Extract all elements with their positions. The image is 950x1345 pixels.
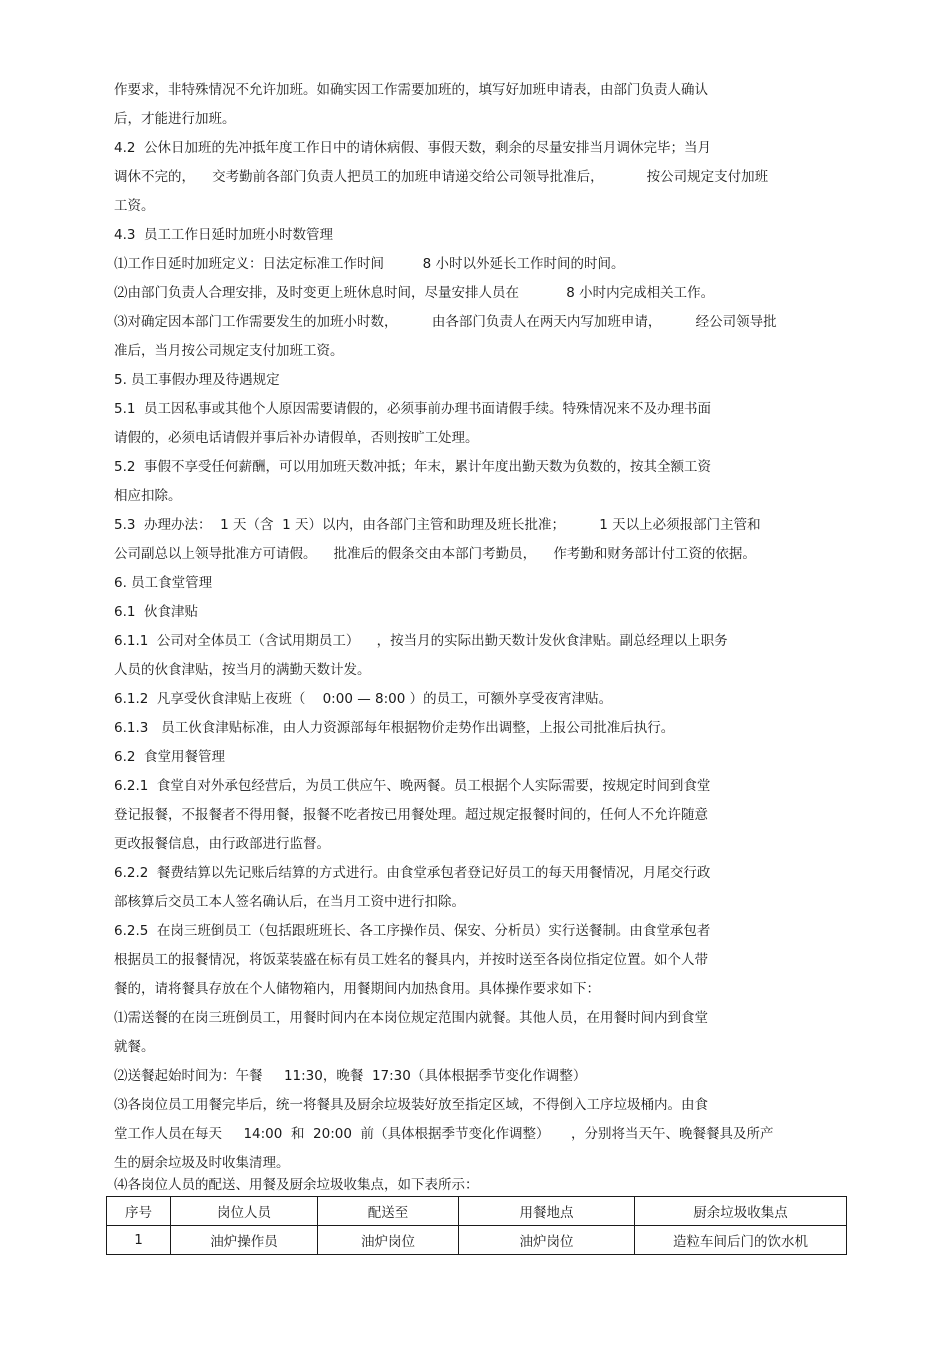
text-line: ⑶对确定因本部门工作需要发生的加班小时数， 由各部门负责人在两天内写加班申请， 经公司领导批 [114,314,777,330]
section-heading: 4.3 员工工作日延时加班小时数管理 [114,227,334,243]
text-line: 6.2.5 在岗三班倒员工（包括跟班班长、各工序操作员、保安、分析员）实行送餐制。由食堂承包者 [114,923,711,939]
section-heading: 6.2 食堂用餐管理 [114,749,226,765]
text-line: 更改报餐信息，由行政部进行监督。 [114,836,330,852]
text-line: 就餐。 [114,1039,155,1055]
text-line: 6.2.2 餐费结算以先记账后结算的方式进行。由食堂承包者登记好员工的每天用餐情况，月尾交行政 [114,865,711,881]
table-cell: 造粒车间后门的饮水机 [635,1226,847,1255]
text-line: 公司副总以上领导批准方可请假。 批准后的假条交由本部门考勤员， 作考勤和财务部计付工资的依据。 [114,546,756,562]
table-header-row [107,1197,847,1226]
text-line: 5.2 事假不享受任何薪酬，可以用加班天数冲抵；年末，累计年度出勤天数为负数的，按其全额工资 [114,459,712,475]
text-line: 6.1.3 员工伙食津贴标准，由人力资源部每年根据物价走势作出调整，上报公司批准后执行。 [114,720,675,736]
text-line: 堂工作人员在每天 14:00 和 20:00 前（具体根据季节变化作调整） ，分别将当天午、晚餐餐具及所产 [114,1126,774,1142]
header-cell-waste-point: 厨余垃圾收集点 [635,1197,847,1226]
table-cell: 油炉岗位 [459,1226,635,1255]
text-line: 生的厨余垃圾及时收集清理。 [114,1155,290,1171]
text-line: 工资。 [114,198,155,214]
text-line: ⑴工作日延时加班定义：日法定标准工作时间 8 小时以外延长工作时间的时间。 [114,256,625,272]
text-line: ⑶各岗位员工用餐完毕后，统一将餐具及厨余垃圾装好放至指定区域，不得倒入工序垃圾桶内。由食 [114,1097,708,1113]
text-line: 6.1.2 凡享受伙食津贴上夜班（ 0:00 — 8:00 ）的员工，可额外享受夜宵津贴。 [114,691,613,707]
table-cell: 油炉操作员 [171,1226,318,1255]
text-line: 请假的，必须电话请假并事后补办请假单，否则按旷工处理。 [114,430,479,446]
text-line: ⑷各岗位人员的配送、用餐及厨余垃圾收集点，如下表所示： [114,1177,479,1193]
header-cell-deliver-to: 配送至 [318,1197,459,1226]
text-line: 6.2.1 食堂自对外承包经营后，为员工供应午、晚两餐。员工根据个人实际需要，按规定时间到食堂 [114,778,711,794]
text-line: 5.1 员工因私事或其他个人原因需要请假的，必须事前办理书面请假手续。特殊情况来不及办理书面 [114,401,712,417]
section-heading: 6. 员工食堂管理 [114,575,213,591]
text-line: 餐的，请将餐具存放在个人储物箱内，用餐期间内加热食用。具体操作要求如下： [114,981,600,997]
text-line: ⑵由部门负责人合理安排，及时变更上班休息时间，尽量安排人员在 8 小时内完成相关工作。 [114,285,715,301]
text-line: ⑴需送餐的在岗三班倒员工，用餐时间内在本岗位规定范围内就餐。其他人员，在用餐时间内到食堂 [114,1010,708,1026]
header-cell-seq: 序号 [107,1197,171,1226]
section-heading: 5. 员工事假办理及待遇规定 [114,372,280,388]
text-line: ⑵送餐起始时间为：午餐 11:30，晚餐 17:30（具体根据季节变化作调整） [114,1068,587,1084]
header-cell-post-staff: 岗位人员 [171,1197,318,1226]
text-line: 准后，当月按公司规定支付加班工资。 [114,343,344,359]
text-line: 后，才能进行加班。 [114,111,236,127]
table-row [107,1226,847,1255]
text-line: 4.2 公休日加班的先冲抵年度工作日中的请休病假、事假天数，剩余的尽量安排当月调休完毕；当月 [114,140,712,156]
text-line: 人员的伙食津贴，按当月的满勤天数计发。 [114,662,371,678]
text-line: 部核算后交员工本人签名确认后，在当月工资中进行扣除。 [114,894,465,910]
table-cell: 油炉岗位 [318,1226,459,1255]
meal-delivery-table [106,1196,847,1255]
text-line: 根据员工的报餐情况，将饭菜装盛在标有员工姓名的餐具内，并按时送至各岗位指定位置。如个人带 [114,952,708,968]
text-line: 5.3 办理办法： 1 天（含 1 天）以内，由各部门主管和助理及班长批准； 1 天以上必须报部门主管和 [114,517,761,533]
text-line: 登记报餐，不报餐者不得用餐，报餐不吃者按已用餐处理。超过规定报餐时间的，任何人不允许随意 [114,807,708,823]
table-cell: 1 [107,1226,171,1255]
section-heading: 6.1 伙食津贴 [114,604,199,620]
text-line: 调休不完的， 交考勤前各部门负责人把员工的加班申请递交给公司领导批准后， 按公司规定支付加班 [114,169,769,185]
header-cell-dining-place: 用餐地点 [459,1197,635,1226]
text-line: 作要求，非特殊情况不允许加班。如确实因工作需要加班的，填写好加班申请表，由部门负责人确认 [114,82,708,98]
text-line: 相应扣除。 [114,488,182,504]
text-line: 6.1.1 公司对全体员工（含试用期员工） ，按当月的实际出勤天数计发伙食津贴。副总经理以上职务 [114,633,728,649]
